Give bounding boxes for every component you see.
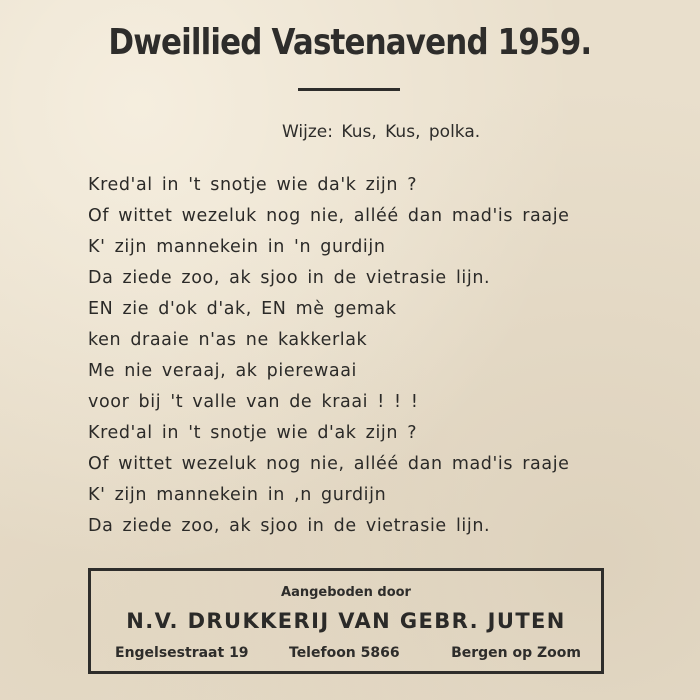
printer-imprint-box: [88, 568, 604, 674]
lyric-line: Of wittet wezeluk nog nie, alléé dan mad'is raaje: [88, 454, 570, 474]
lyric-line: Of wittet wezeluk nog nie, alléé dan mad'is raaje: [88, 206, 570, 226]
lyric-line: Da ziede zoo, ak sjoo in de vietrasie lijn.: [88, 516, 491, 536]
lyric-line: EN zie d'ok d'ak, EN mè gemak: [88, 299, 397, 319]
lyric-line: voor bij 't valle van de kraai ! ! !: [88, 392, 419, 412]
printer-city: Bergen op Zoom: [451, 645, 581, 661]
offered-by-label: Aangeboden door: [281, 585, 411, 600]
lyric-line: Kred'al in 't snotje wie da'k zijn ?: [88, 175, 418, 195]
printer-name: N.V. DRUKKERIJ VAN GEBR. JUTEN: [126, 609, 566, 633]
tune-indication: Wijze: Kus, Kus, polka.: [282, 122, 481, 142]
lyric-line: K' zijn mannekein in 'n gurdijn: [88, 237, 386, 257]
lyric-line: Kred'al in 't snotje wie d'ak zijn ?: [88, 423, 418, 443]
title-underline: [298, 88, 400, 91]
printer-phone: Telefoon 5866: [289, 645, 400, 661]
song-title: Dweillied Vastenavend 1959.: [108, 22, 592, 63]
lyrics: [88, 170, 668, 542]
lyric-line: Da ziede zoo, ak sjoo in de vietrasie lijn.: [88, 268, 491, 288]
lyric-line: K' zijn mannekein in ,n gurdijn: [88, 485, 387, 505]
lyric-line: Me nie veraaj, ak pierewaai: [88, 361, 358, 381]
lyric-line: ken draaie n'as ne kakkerlak: [88, 330, 368, 350]
printer-address: Engelsestraat 19: [115, 645, 249, 661]
